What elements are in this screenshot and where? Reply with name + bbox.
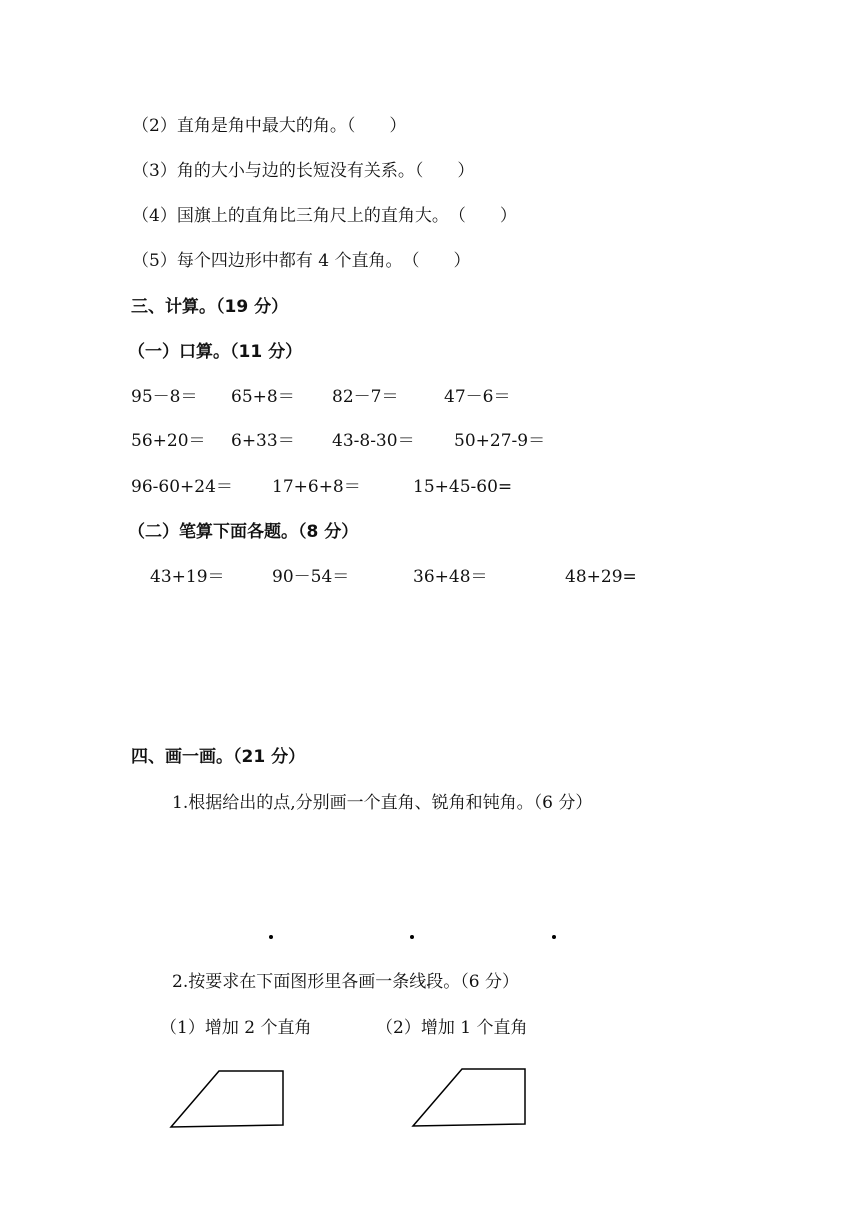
oral-calc-item: 17+6+8＝ xyxy=(272,477,361,497)
draw-question-2: 2.按要求在下面图形里各画一条线段。（6 分） xyxy=(172,972,519,992)
draw-question-1: 1.根据给出的点,分别画一个直角、锐角和钝角。（6 分） xyxy=(172,793,593,813)
judge-item-3: （3）角的大小与边的长短没有关系。（ ） xyxy=(132,161,475,181)
oral-calc-item: 43-8-30＝ xyxy=(332,431,415,451)
oral-calc-item: 6+33＝ xyxy=(231,431,295,451)
trapezoid-shape-2 xyxy=(413,1069,525,1126)
written-calc-item: 36+48＝ xyxy=(413,567,488,587)
written-calc-item: 48+29= xyxy=(565,567,637,587)
oral-calc-item: 82－7＝ xyxy=(332,387,399,407)
written-calc-title: （二）笔算下面各题。（8 分） xyxy=(128,522,359,542)
oral-calc-item: 65+8＝ xyxy=(231,387,295,407)
judge-item-4: （4）国旗上的直角比三角尺上的直角大。 （ ） xyxy=(132,206,517,226)
judge-item-2: （2）直角是角中最大的角。（ ） xyxy=(132,116,407,136)
oral-calc-item: 96-60+24＝ xyxy=(131,477,233,497)
draw-subquestion-2: （2）增加 1 个直角 xyxy=(376,1018,528,1038)
oral-calc-item: 47－6＝ xyxy=(444,387,511,407)
section-4-title: 四、画一画。（21 分） xyxy=(131,747,306,767)
oral-calc-item: 15+45-60= xyxy=(413,477,513,497)
draw-subquestion-1: （1）增加 2 个直角 xyxy=(160,1018,312,1038)
written-calc-item: 90－54＝ xyxy=(272,567,350,587)
section-3-title: 三、计算。（19 分） xyxy=(131,297,289,317)
oral-calc-title: （一）口算。（11 分） xyxy=(128,342,303,362)
oral-calc-item: 50+27-9＝ xyxy=(454,431,546,451)
judge-item-5: （5）每个四边形中都有 4 个直角。 （ ） xyxy=(132,251,471,271)
written-calc-item: 43+19＝ xyxy=(150,567,225,587)
oral-calc-item: 95－8＝ xyxy=(131,387,198,407)
oral-calc-item: 56+20＝ xyxy=(131,431,206,451)
